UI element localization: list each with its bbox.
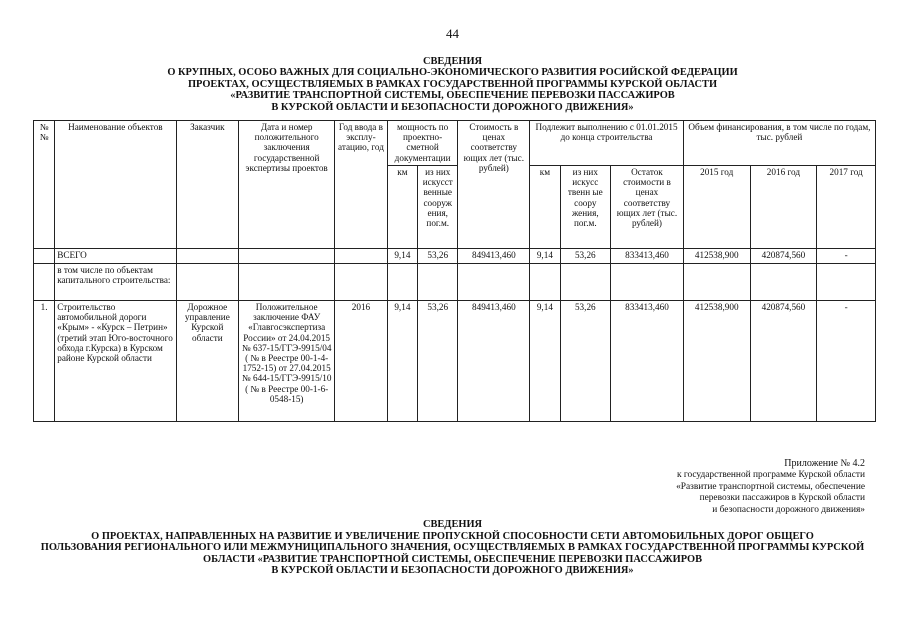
empty-cell xyxy=(750,264,817,301)
empty-cell xyxy=(611,264,684,301)
page-number: 44 xyxy=(446,26,459,41)
appendix-note xyxy=(600,458,865,516)
heading2-line: СВЕДЕНИЯ xyxy=(422,519,483,530)
row-rem-art: 53,26 xyxy=(560,301,611,422)
empty-cell xyxy=(176,264,239,301)
total-cost: 849413,460 xyxy=(458,249,530,264)
row-expertise: Положительное заключение ФАУ «Главгосэкспертиза России» от 24.04.2015 № 637-15/ГГЭ-9915/04 ( № в Реестре 00-1-4-1752-15) от 27.04.2015 № 644-15/ГГЭ-9915/10 ( № в Реестре 00-1-6-0548-15) xyxy=(239,301,335,422)
heading2-line: ПОЛЬЗОВАНИЯ РЕГИОНАЛЬНОГО ИЛИ МЕЖМУНИЦИПАЛЬНОГО ЗНАЧЕНИЯ, ОСУЩЕСТВЛЯЕМЫХ В РАМКАХ ГОСУДАРСТВЕННОЙ ПРОГРАММЫ КУРСКОЙ xyxy=(40,542,865,554)
total-2017: - xyxy=(817,249,876,264)
total-year xyxy=(335,249,388,264)
total-2015: 412538,900 xyxy=(683,249,750,264)
heading-line: «РАЗВИТИЕ ТРАНСПОРТНОЙ СИСТЕМЫ, ОБЕСПЕЧЕНИЕ ПЕРЕВОЗКИ ПАССАЖИРОВ xyxy=(230,90,675,102)
total-expertise xyxy=(239,249,335,264)
objects-subheader: в том числе по объектам капитального строительства: xyxy=(55,264,176,301)
total-num xyxy=(34,249,55,264)
heading-line: ПРОЕКТАХ, ОСУЩЕСТВЛЯЕМЫХ В РАМКАХ ГОСУДАРСТВЕННОЙ ПРОГРАММЫ КУРСКОЙ ОБЛАСТИ xyxy=(187,78,718,90)
row-km: 9,14 xyxy=(387,301,417,422)
second-heading xyxy=(0,519,905,577)
header-2016: 2016 год xyxy=(750,166,817,249)
heading2-line: О ПРОЕКТАХ, НАПРАВЛЕННЫХ НА РАЗВИТИЕ И УВЕЛИЧЕНИЕ ПРОПУСКНОЙ СПОСОБНОСТИ СЕТИ АВТОМОБИЛЬНЫХ ДОРОГ ОБЩЕГО xyxy=(91,530,814,542)
header-finance: Объем финансирования, в том числе по годам, тыс. рублей xyxy=(683,121,875,166)
empty-cell xyxy=(335,264,388,301)
header-expertise: Дата и номер положительного заключения государственной экспертизы проектов xyxy=(239,121,335,249)
empty-cell xyxy=(817,264,876,301)
row-customer: Дорожное управление Курской области xyxy=(176,301,239,422)
header-2015: 2015 год xyxy=(683,166,750,249)
document-heading xyxy=(0,56,905,113)
header-row xyxy=(34,121,876,166)
row-name: Строительство автомобильной дороги «Крым» - «Курск – Петрин» (третий этап Юго-восточного обхода г.Курска) в Курском районе Курской области xyxy=(55,301,176,422)
row-cost: 849413,460 xyxy=(458,301,530,422)
heading-line: О КРУПНЫХ, ОСОБО ВАЖНЫХ ДЛЯ СОЦИАЛЬНО-ЭКОНОМИЧЕСКОГО РАЗВИТИЯ РОСИЙСКОЙ ФЕДЕРАЦИИ xyxy=(167,67,738,79)
header-customer: Заказчик xyxy=(176,121,239,249)
subheader-objects-row xyxy=(34,264,876,301)
appendix-line: и безопасности дорожного движения» xyxy=(712,504,865,515)
appendix-line: «Развитие транспортной системы, обеспечение xyxy=(676,481,865,492)
empty-cell xyxy=(387,264,417,301)
heading-line: В КУРСКОЙ ОБЛАСТИ И БЕЗОПАСНОСТИ ДОРОЖНОГО ДВИЖЕНИЯ» xyxy=(271,101,634,113)
row-num: 1. xyxy=(34,301,55,422)
empty-cell xyxy=(34,264,55,301)
appendix-line: перевозки пассажиров в Курской области xyxy=(699,493,865,504)
table-row xyxy=(34,301,876,422)
header-cap-art: из них искусст венные сооруж ения, пог.м. xyxy=(418,166,458,249)
total-2016: 420874,560 xyxy=(750,249,817,264)
heading2-line: ОБЛАСТИ «РАЗВИТИЕ ТРАНСПОРТНОЙ СИСТЕМЫ, ОБЕСПЕЧЕНИЕ ПЕРЕВОЗКИ ПАССАЖИРОВ xyxy=(203,553,702,565)
header-rem-art: из них искусс твенн ые соору жения, пог.м. xyxy=(560,166,611,249)
row-2016: 420874,560 xyxy=(750,301,817,422)
total-km: 9,14 xyxy=(387,249,417,264)
header-name: Наименование объектов xyxy=(55,121,176,249)
empty-cell xyxy=(418,264,458,301)
total-rem-art: 53,26 xyxy=(560,249,611,264)
header-capacity: мощность по проектно-сметной документации xyxy=(387,121,458,166)
header-rem-cost: Остаток стоимости в ценах соответству ющих лет (тыс. рублей) xyxy=(611,166,684,249)
total-art: 53,26 xyxy=(418,249,458,264)
empty-cell xyxy=(560,264,611,301)
header-cap-km: км xyxy=(387,166,417,249)
total-customer xyxy=(176,249,239,264)
total-rem-km: 9,14 xyxy=(530,249,560,264)
empty-cell xyxy=(530,264,560,301)
total-rem-cost: 833413,460 xyxy=(611,249,684,264)
row-year: 2016 xyxy=(335,301,388,422)
row-rem-cost: 833413,460 xyxy=(611,301,684,422)
header-cost: Стоимость в ценах соответству ющих лет (тыс. рублей) xyxy=(458,121,530,249)
header-rem-km: км xyxy=(530,166,560,249)
total-row xyxy=(34,249,876,264)
header-year: Год ввода в эксплу-атацию, год xyxy=(335,121,388,249)
heading-line: СВЕДЕНИЯ xyxy=(422,56,483,67)
projects-table xyxy=(33,120,876,422)
heading2-line: В КУРСКОЙ ОБЛАСТИ И БЕЗОПАСНОСТИ ДОРОЖНОГО ДВИЖЕНИЯ» xyxy=(271,565,634,577)
header-num: № № xyxy=(34,121,55,249)
total-label: ВСЕГО xyxy=(55,249,176,264)
appendix-title: Приложение № 4.2 xyxy=(784,458,865,469)
header-2017: 2017 год xyxy=(817,166,876,249)
appendix-line: к государственной программе Курской области xyxy=(676,470,865,481)
row-art: 53,26 xyxy=(418,301,458,422)
empty-cell xyxy=(683,264,750,301)
empty-cell xyxy=(239,264,335,301)
header-remaining: Подлежит выполнению с 01.01.2015 до конца строительства xyxy=(530,121,684,166)
empty-cell xyxy=(458,264,530,301)
row-rem-km: 9,14 xyxy=(530,301,560,422)
row-2017: - xyxy=(817,301,876,422)
row-2015: 412538,900 xyxy=(683,301,750,422)
